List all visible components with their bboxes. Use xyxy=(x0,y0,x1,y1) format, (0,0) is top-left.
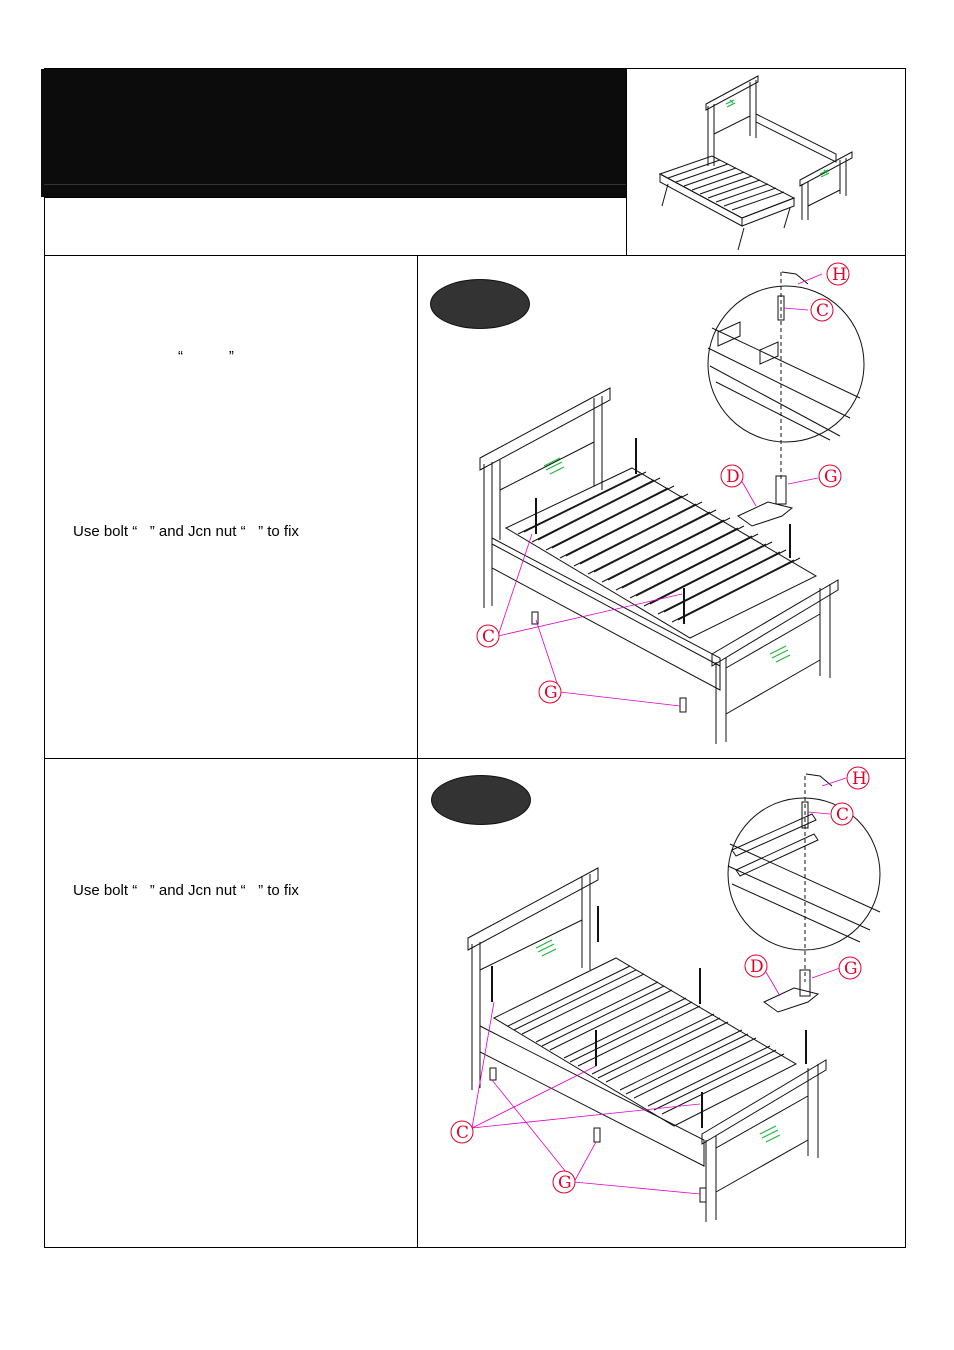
row-divider-1 xyxy=(44,255,906,256)
part-label-c: C xyxy=(836,805,850,825)
header-subtitle-row xyxy=(44,197,627,256)
part-label-h: H xyxy=(832,265,847,285)
step-2-assembly-diagram xyxy=(420,762,904,1246)
part-label-c: C xyxy=(456,1123,470,1143)
step-1-quote: “ ” xyxy=(178,348,234,365)
part-label-g: G xyxy=(558,1173,572,1193)
step-2-instruction: Use bolt “ ” and Jcn nut “ ” to fix xyxy=(73,882,299,899)
part-label-c: C xyxy=(816,301,830,321)
part-label-d: D xyxy=(750,957,764,977)
part-label-g: G xyxy=(544,683,558,703)
step-1-instruction: Use bolt “ ” and Jcn nut “ ” to fix xyxy=(73,523,299,540)
part-label-g: G xyxy=(824,467,838,487)
step-1-assembly-diagram xyxy=(420,258,904,756)
part-label-d: D xyxy=(726,467,740,487)
part-label-g: G xyxy=(844,959,858,979)
part-label-c: C xyxy=(482,627,496,647)
header-divider xyxy=(44,184,627,185)
header-vertical-divider xyxy=(626,68,627,256)
column-divider xyxy=(417,256,418,1248)
part-label-h: H xyxy=(852,769,867,789)
row-divider-2 xyxy=(44,758,906,759)
header-title-bar xyxy=(41,69,627,197)
bed-overview-thumbnail xyxy=(640,70,890,252)
